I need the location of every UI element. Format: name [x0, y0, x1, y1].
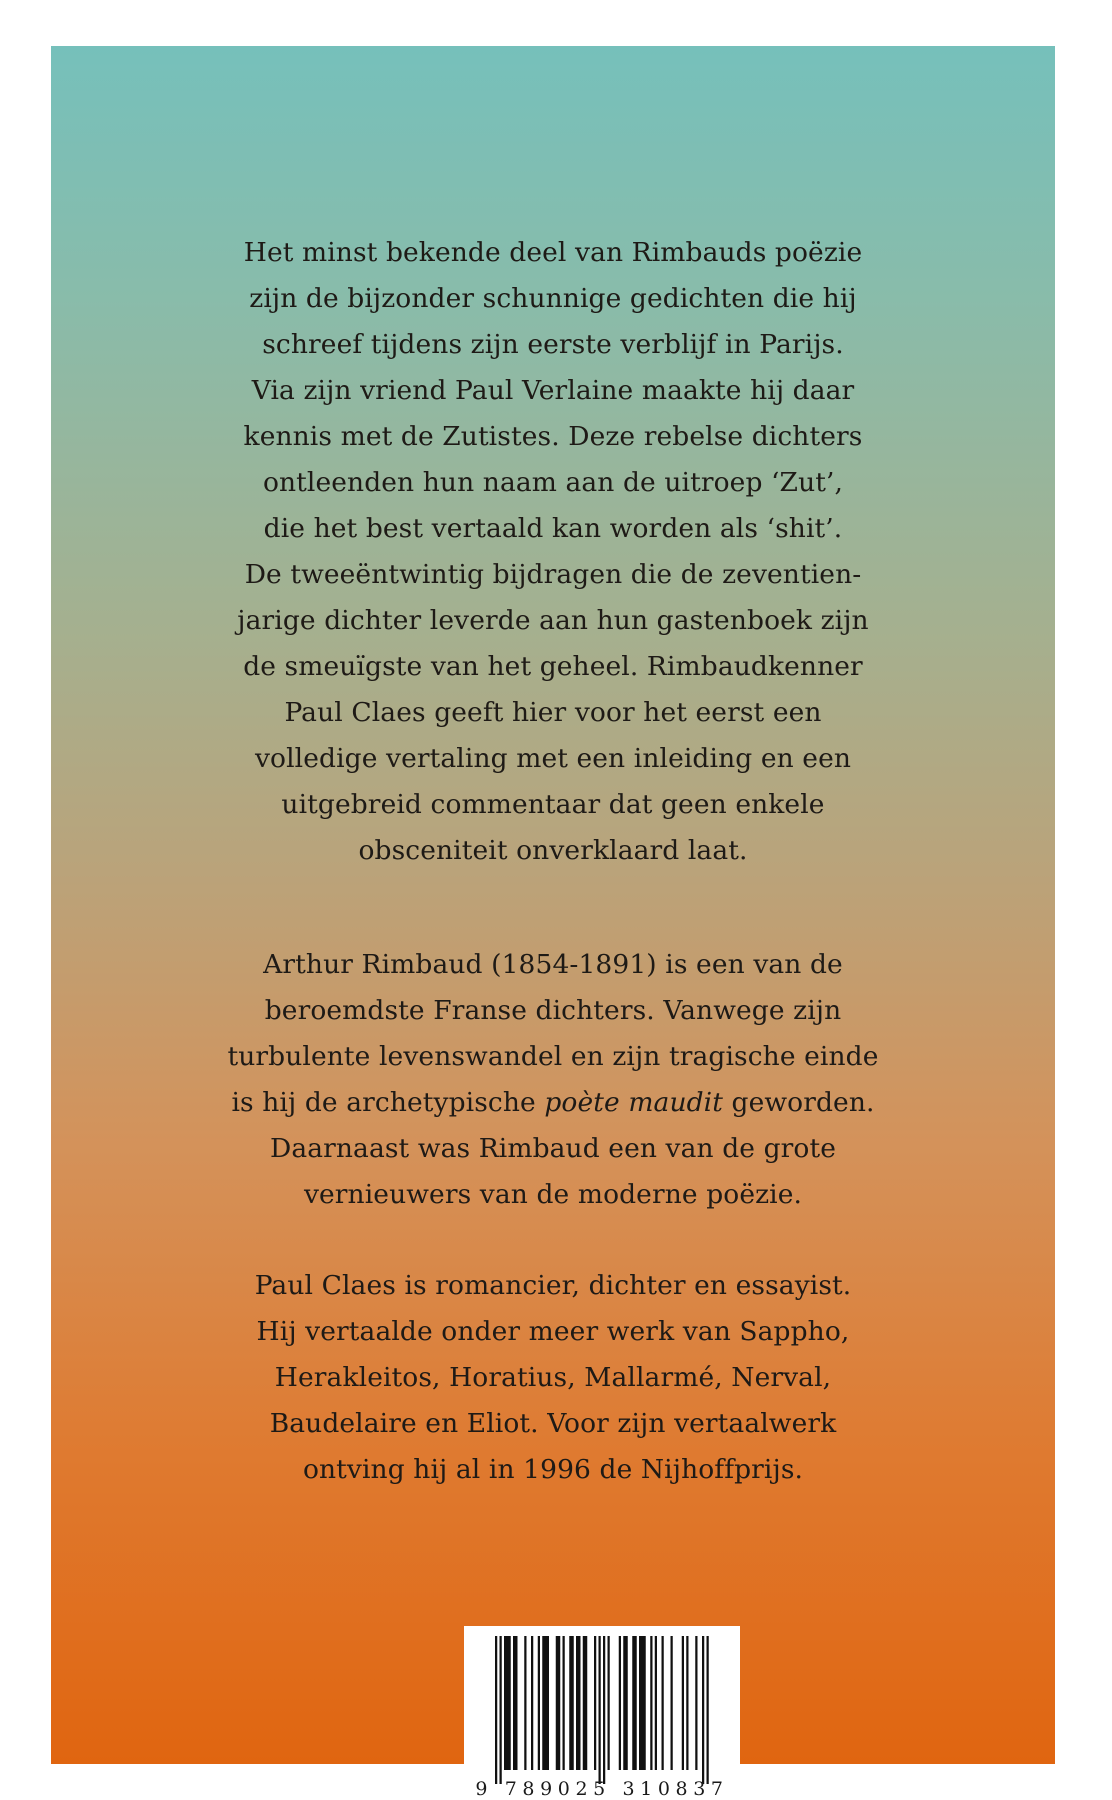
barcode-bar: [623, 1636, 628, 1770]
barcode-bar: [632, 1636, 637, 1770]
blurb-line: Arthur Rimbaud (1854-1891) is een van de: [263, 949, 843, 980]
barcode-bar: [662, 1636, 664, 1770]
barcode-bar: [513, 1636, 518, 1770]
barcode-bar: [594, 1636, 596, 1770]
blurb-line: turbulente levenswandel en zijn tragische einde: [227, 1041, 879, 1072]
blurb-line: schreef tijdens zijn eerste verblijf in Parijs.: [262, 329, 844, 360]
barcode-bar: [563, 1636, 565, 1770]
barcode-bar: [603, 1636, 605, 1784]
blurb-line: Herakleitos, Horatius, Mallarmé, Nerval,: [274, 1362, 832, 1393]
barcode-bar: [608, 1636, 610, 1770]
blurb-line: De tweeëntwintig bijdragen die de zeventien-: [244, 559, 862, 590]
back-cover-panel: [51, 46, 1055, 1800]
barcode-bar: [650, 1636, 652, 1770]
barcode-bar: [538, 1636, 540, 1770]
blurb-line: ontving hij al in 1996 de Nijhoffprijs.: [302, 1454, 804, 1485]
blurb-line: kennis met de Zutistes. Deze rebelse dichters: [243, 421, 863, 452]
blurb-text: is hij de archetypische: [231, 1087, 545, 1118]
blurb-line: obsceniteit onverklaard laat.: [358, 835, 748, 866]
blurb-line: Baudelaire en Eliot. Voor zijn vertaalwerk: [269, 1408, 837, 1439]
barcode-bar: [569, 1636, 574, 1770]
blurb-paragraph-translator-bio: [51, 1263, 1055, 1493]
barcode-bar: [707, 1636, 709, 1784]
barcode-bar: [583, 1636, 588, 1770]
blurb-line: ontleenden hun naam aan de uitroep ‘Zut’,: [262, 467, 844, 498]
barcode-bar: [655, 1636, 657, 1770]
blurb-line: Paul Claes is romancier, dichter en essayist.: [254, 1270, 852, 1301]
blurb-line-with-italic: [51, 1080, 1055, 1126]
barcode-bar: [531, 1636, 533, 1770]
barcode-bar: [695, 1636, 697, 1770]
blurb-line: volledige vertaling met een inleiding en een: [254, 743, 852, 774]
barcode-bar: [504, 1636, 511, 1770]
barcode-bar: [686, 1636, 688, 1770]
barcode-bar: [599, 1636, 601, 1784]
blurb-line: Via zijn vriend Paul Verlaine maakte hij daar: [251, 375, 855, 406]
blurb-paragraph-summary: [51, 230, 1055, 874]
isbn-barcode: [464, 1626, 740, 1800]
blurb-line: die het best vertaald kan worden als ‘shit’.: [263, 513, 843, 544]
barcode-bar: [576, 1636, 581, 1770]
blurb-line: beroemdste Franse dichters. Vanwege zijn: [264, 995, 842, 1026]
barcode-bar: [495, 1636, 497, 1784]
isbn-digits: 9 789025 310837: [475, 1778, 729, 1800]
barcode-bar: [500, 1636, 502, 1784]
blurb-line: Het minst bekende deel van Rimbauds poëzie: [243, 237, 863, 268]
blurb-paragraph-rimbaud-bio: [51, 942, 1055, 1218]
barcode-bar: [671, 1636, 673, 1770]
blurb-line: de smeuïgste van het geheel. Rimbaudkenner: [243, 651, 863, 682]
blurb-line: Daarnaast was Rimbaud een van de grote: [269, 1133, 837, 1164]
barcode-bar: [639, 1636, 646, 1770]
blurb-line: zijn de bijzonder schunnige gedichten die hij: [249, 283, 857, 314]
barcode-bar: [702, 1636, 704, 1784]
italic-term: poète maudit: [544, 1087, 723, 1118]
blurb-text: geworden.: [723, 1087, 875, 1118]
barcode-bar: [682, 1636, 684, 1770]
blurb-line: Paul Claes geeft hier voor het eerst een: [284, 697, 822, 728]
blurb-line: vernieuwers van de moderne poëzie.: [303, 1179, 803, 1210]
barcode-bar: [619, 1636, 621, 1770]
barcode-bars: [464, 1626, 740, 1800]
barcode-bar: [542, 1636, 549, 1770]
blurb-line: uitgebreid commentaar dat geen enkele: [281, 789, 825, 820]
blurb-line: Hij vertaalde onder meer werk van Sappho,: [256, 1316, 850, 1347]
barcode-bar: [556, 1636, 561, 1770]
blurb-line: jarige dichter leverde aan hun gastenboek zijn: [237, 605, 869, 636]
barcode-bar: [524, 1636, 526, 1770]
